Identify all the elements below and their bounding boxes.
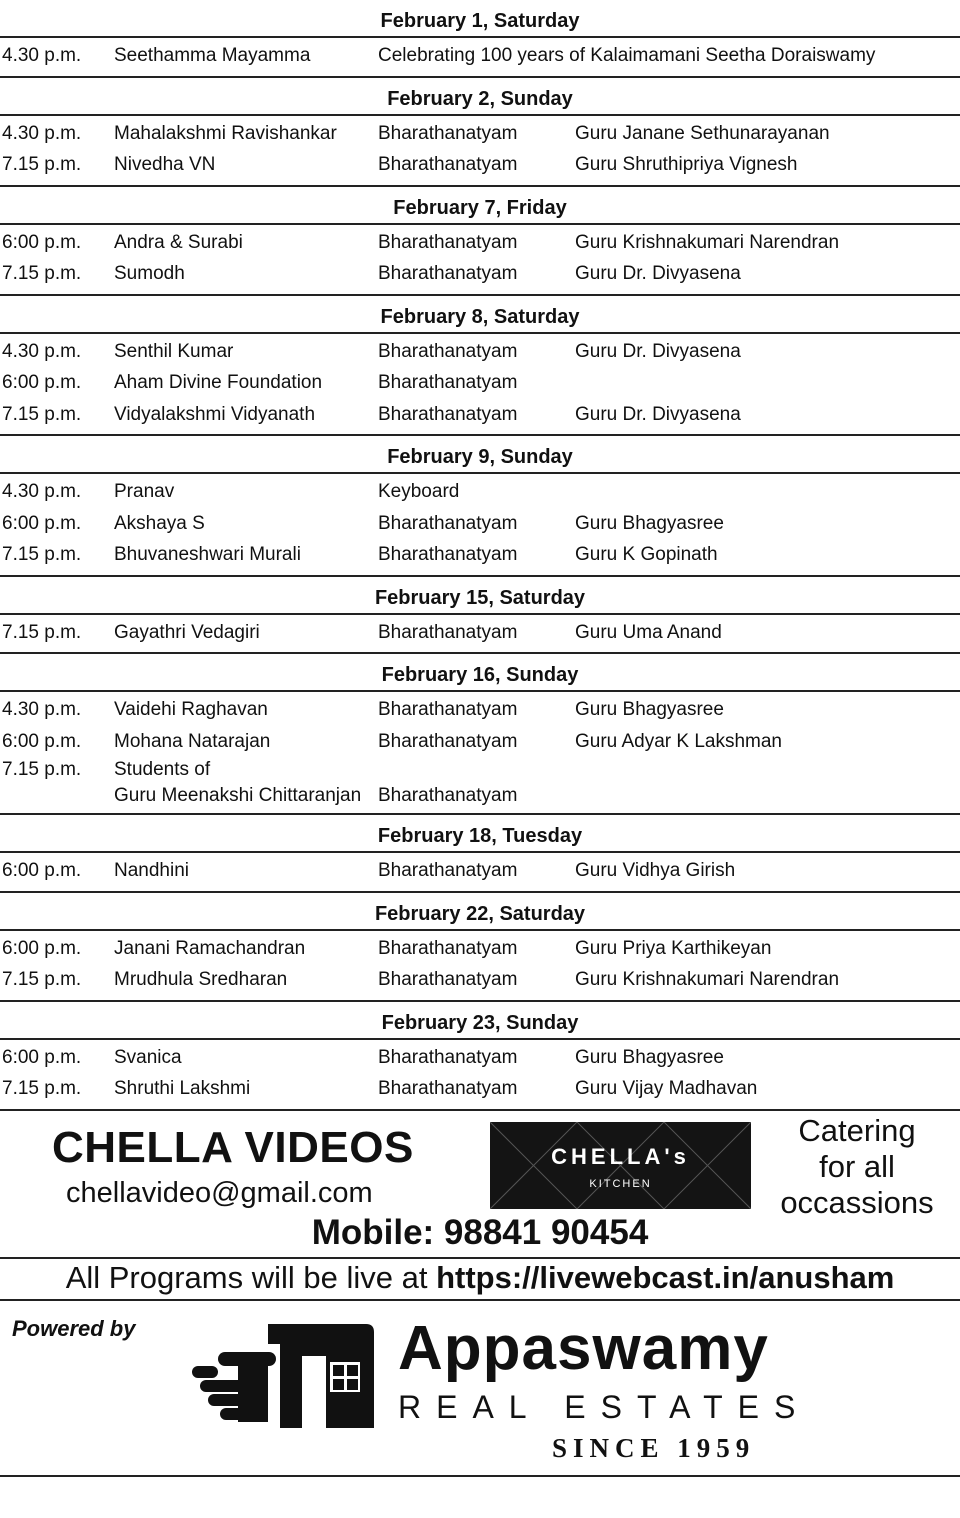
event-guru: Guru Bhagyasree bbox=[575, 699, 724, 720]
event-row bbox=[0, 933, 960, 965]
day-heading: February 9, Sunday bbox=[0, 436, 960, 474]
event-artist: Svanica bbox=[114, 1046, 182, 1068]
event-time: 7.15 p.m. bbox=[2, 1078, 82, 1099]
event-time: 7.15 p.m. bbox=[2, 263, 82, 284]
event-artist: Andra & Surabi bbox=[114, 231, 243, 253]
event-time: 4.30 p.m. bbox=[2, 122, 82, 144]
event-row bbox=[0, 40, 960, 72]
event-artist: Akshaya S bbox=[114, 512, 205, 534]
event-art-form: Bharathanatyam bbox=[378, 1078, 518, 1099]
event-art-form: Celebrating 100 years of Kalaimamani Seetha Doraiswamy bbox=[378, 45, 876, 66]
day-heading: February 16, Sunday bbox=[0, 654, 960, 692]
event-artist: Students of bbox=[114, 759, 211, 780]
kitchen-name: CHELLA's bbox=[551, 1144, 690, 1169]
event-artist: Nandhini bbox=[114, 860, 189, 881]
live-banner bbox=[0, 1257, 960, 1301]
event-artist: Seethamma Mayamma bbox=[114, 45, 311, 66]
day-block bbox=[0, 187, 960, 296]
day-block bbox=[0, 815, 960, 893]
sponsor-section bbox=[0, 1301, 960, 1477]
event-art-form: Bharathanatyam bbox=[378, 403, 518, 425]
event-guru: Guru Dr. Divyasena bbox=[575, 403, 741, 425]
day-block bbox=[0, 296, 960, 437]
event-guru: Guru Vidhya Girish bbox=[575, 860, 736, 881]
powered-by-label: Powered by bbox=[12, 1316, 136, 1341]
day-heading: February 15, Saturday bbox=[0, 577, 960, 615]
event-time: 4.30 p.m. bbox=[2, 699, 82, 720]
event-art-form: Bharathanatyam bbox=[378, 372, 518, 393]
event-artist: Shruthi Lakshmi bbox=[114, 1078, 251, 1099]
day-heading: February 7, Friday bbox=[0, 187, 960, 225]
event-time: 7.15 p.m. bbox=[2, 154, 82, 175]
day-heading: February 18, Tuesday bbox=[0, 815, 960, 853]
event-time: 7.15 p.m. bbox=[2, 544, 82, 565]
event-row bbox=[0, 149, 960, 181]
event-artist: Mrudhula Sredharan bbox=[114, 969, 288, 990]
event-guru: Guru Bhagyasree bbox=[575, 512, 724, 534]
event-artist: Sumodh bbox=[114, 263, 185, 284]
event-artist: Mahalakshmi Ravishankar bbox=[114, 122, 337, 144]
day-heading: February 23, Sunday bbox=[0, 1002, 960, 1040]
event-artist-line2: Guru Meenakshi Chittaranjan bbox=[114, 785, 362, 806]
event-artist: Bhuvaneshwari Murali bbox=[114, 544, 301, 565]
event-time: 6:00 p.m. bbox=[2, 512, 82, 534]
sponsor-name: Appaswamy bbox=[398, 1314, 769, 1383]
event-row bbox=[0, 258, 960, 290]
sponsor-tagline: REAL ESTATES bbox=[398, 1389, 811, 1425]
event-guru: Guru Janane Sethunarayanan bbox=[575, 122, 830, 144]
event-row bbox=[0, 1042, 960, 1074]
event-row bbox=[0, 726, 960, 758]
event-row bbox=[0, 336, 960, 368]
event-row bbox=[0, 227, 960, 259]
day-block bbox=[0, 893, 960, 1002]
event-row bbox=[0, 694, 960, 726]
event-art-form: Bharathanatyam bbox=[378, 512, 518, 534]
event-time: 4.30 p.m. bbox=[2, 45, 82, 66]
day-block bbox=[0, 436, 960, 577]
event-time: 4.30 p.m. bbox=[2, 340, 82, 362]
event-art-form: Bharathanatyam bbox=[378, 730, 518, 752]
event-art-form: Bharathanatyam bbox=[378, 231, 518, 253]
event-guru: Guru K Gopinath bbox=[575, 544, 718, 565]
event-guru: Guru Adyar K Lakshman bbox=[575, 730, 782, 752]
event-guru: Guru Dr. Divyasena bbox=[575, 263, 741, 284]
event-artist: Senthil Kumar bbox=[114, 340, 234, 362]
event-time: 7.15 p.m. bbox=[2, 403, 82, 425]
event-guru: Guru Uma Anand bbox=[575, 621, 722, 643]
event-artist: Gayathri Vedagiri bbox=[114, 621, 260, 643]
event-artist: Mohana Natarajan bbox=[114, 730, 271, 752]
event-art-form: Bharathanatyam bbox=[378, 544, 518, 565]
sponsor-since: SINCE 1959 bbox=[552, 1433, 756, 1463]
event-time: 6:00 p.m. bbox=[2, 372, 82, 393]
event-row bbox=[0, 757, 960, 809]
catering-line: Catering bbox=[798, 1113, 916, 1148]
event-guru: Guru Shruthipriya Vignesh bbox=[575, 154, 798, 175]
chella-videos-title: CHELLA VIDEOS bbox=[52, 1123, 414, 1172]
chellas-kitchen-logo bbox=[490, 1122, 751, 1209]
event-row bbox=[0, 964, 960, 996]
kitchen-subtitle: KITCHEN bbox=[589, 1178, 652, 1190]
event-time: 6:00 p.m. bbox=[2, 860, 82, 881]
event-art-form: Bharathanatyam bbox=[378, 785, 518, 806]
event-art-form: Bharathanatyam bbox=[378, 1046, 518, 1068]
event-row bbox=[0, 508, 960, 540]
hand-house-icon bbox=[190, 1316, 376, 1428]
event-time: 6:00 p.m. bbox=[2, 1046, 82, 1068]
event-art-form: Bharathanatyam bbox=[378, 122, 518, 144]
event-row bbox=[0, 1073, 960, 1105]
event-time: 7.15 p.m. bbox=[2, 969, 82, 990]
event-row bbox=[0, 539, 960, 571]
day-block bbox=[0, 577, 960, 655]
event-time: 7.15 p.m. bbox=[2, 621, 82, 643]
catering-line: for all bbox=[819, 1149, 895, 1184]
chella-videos-email: chellavideo@gmail.com bbox=[66, 1177, 373, 1209]
event-artist: Aham Divine Foundation bbox=[114, 372, 323, 393]
event-artist: Nivedha VN bbox=[114, 154, 216, 175]
day-block bbox=[0, 1002, 960, 1111]
event-art-form: Keyboard bbox=[378, 481, 460, 502]
event-time: 6:00 p.m. bbox=[2, 730, 82, 752]
event-guru: Guru Priya Karthikeyan bbox=[575, 937, 772, 959]
live-prefix: All Programs will be live at bbox=[65, 1260, 437, 1295]
event-row bbox=[0, 399, 960, 431]
event-art-form: Bharathanatyam bbox=[378, 937, 518, 959]
event-row bbox=[0, 476, 960, 508]
event-art-form: Bharathanatyam bbox=[378, 860, 518, 881]
event-art-form: Bharathanatyam bbox=[378, 699, 518, 720]
ads-section bbox=[0, 1103, 960, 1257]
catering-line: occassions bbox=[780, 1185, 934, 1220]
event-guru: Guru Krishnakumari Narendran bbox=[575, 231, 840, 253]
event-time: 6:00 p.m. bbox=[2, 231, 82, 253]
catering-text bbox=[760, 1113, 954, 1221]
event-art-form: Bharathanatyam bbox=[378, 154, 518, 175]
event-time: 6:00 p.m. bbox=[2, 937, 82, 959]
event-guru: Guru Bhagyasree bbox=[575, 1046, 724, 1068]
day-block bbox=[0, 0, 960, 78]
event-row bbox=[0, 855, 960, 887]
day-heading: February 2, Sunday bbox=[0, 78, 960, 116]
event-guru: Guru Krishnakumari Narendran bbox=[575, 969, 840, 990]
day-heading: February 1, Saturday bbox=[0, 0, 960, 38]
event-time: 4.30 p.m. bbox=[2, 481, 82, 502]
event-guru: Guru Vijay Madhavan bbox=[575, 1078, 758, 1099]
event-row bbox=[0, 118, 960, 150]
day-block bbox=[0, 654, 960, 815]
day-block bbox=[0, 78, 960, 187]
event-artist: Vaidehi Raghavan bbox=[114, 699, 268, 720]
event-artist: Pranav bbox=[114, 481, 175, 502]
mobile-number: Mobile: 98841 90454 bbox=[311, 1213, 649, 1252]
day-heading: February 8, Saturday bbox=[0, 296, 960, 334]
event-art-form: Bharathanatyam bbox=[378, 621, 518, 643]
event-art-form: Bharathanatyam bbox=[378, 263, 518, 284]
event-row bbox=[0, 367, 960, 399]
event-artist: Vidyalakshmi Vidyanath bbox=[114, 403, 316, 425]
live-url[interactable]: https://livewebcast.in/anusham bbox=[436, 1260, 895, 1295]
event-guru: Guru Dr. Divyasena bbox=[575, 340, 741, 362]
day-heading: February 22, Saturday bbox=[0, 893, 960, 931]
event-artist: Janani Ramachandran bbox=[114, 937, 306, 959]
event-art-form: Bharathanatyam bbox=[378, 340, 518, 362]
event-time: 7.15 p.m. bbox=[2, 759, 82, 780]
event-row bbox=[0, 617, 960, 649]
event-art-form: Bharathanatyam bbox=[378, 969, 518, 990]
